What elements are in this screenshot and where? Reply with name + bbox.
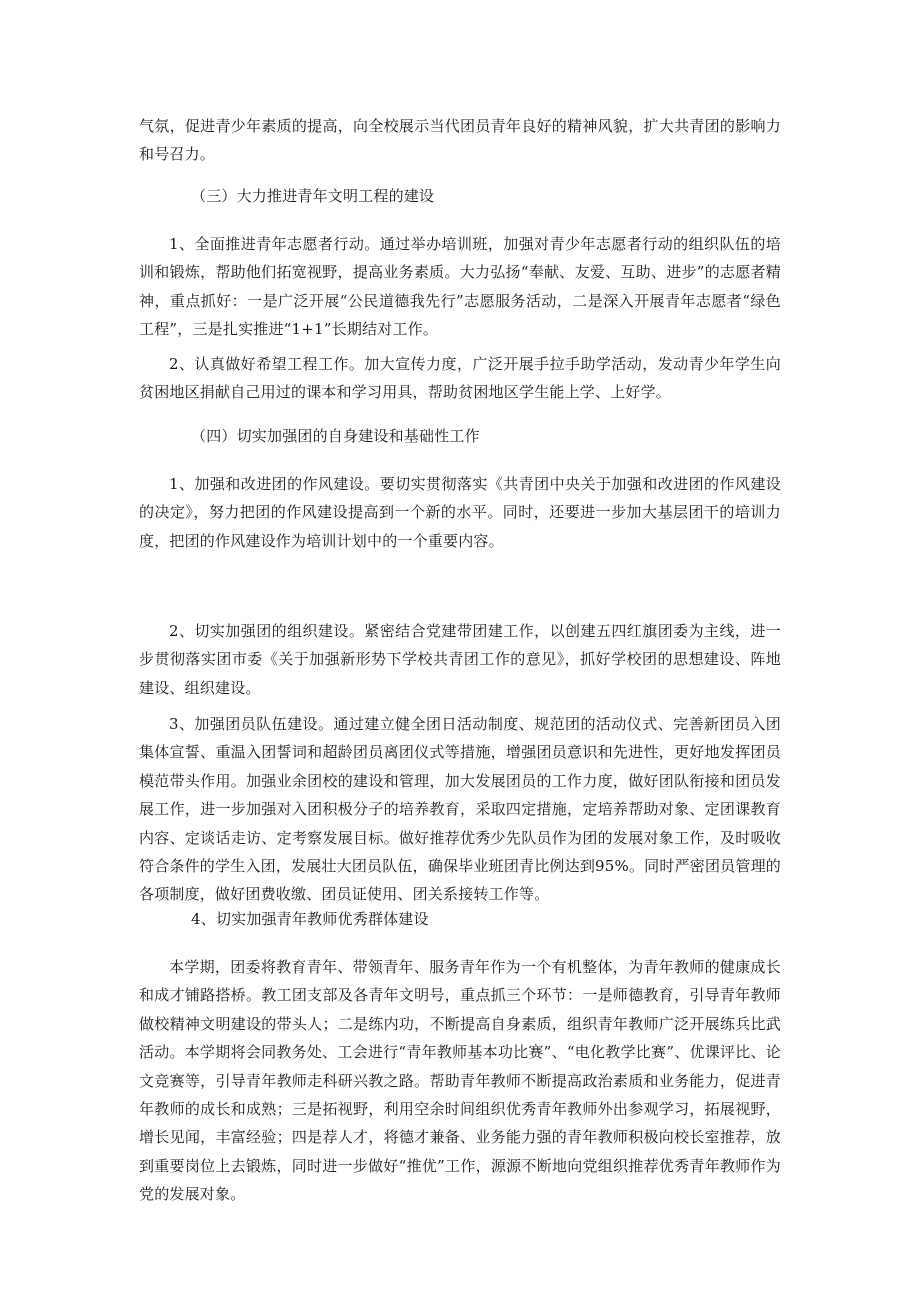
paragraph-hope-project: 2、认真做好希望工程工作。加大宣传力度，广泛开展手拉手助学活动，发动青少年学生向贫困地区捐献自己用过的课本和学习用具，帮助贫困地区学生能上学、上好学。: [139, 355, 781, 402]
paragraph-organization: 2、切实加强团的组织建设。紧密结合党建带团建工作，以创建五四红旗团委为主线，进一步贯彻落实团市委《关于加强新形势下学校共青团工作的意见》，抓好学校团的思想建设、阵地建设、组织建设。: [139, 622, 781, 697]
section-heading-4: （四）切实加强团的自身建设和基础性工作: [191, 427, 480, 445]
paragraph-member-team: 3、加强团员队伍建设。通过建立健全团日活动制度、规范团的活动仪式、完善新团员入团集体宣誓、重温入团誓词和超龄团员离团仪式等措施，增强团员意识和先进性，更好地发挥团员模范带头作用。加强业余团校的建设和管理，加大发展团员的工作力度，做好团队衔接和团员发展工作，进一步加强对入团积极分子的培养教育，采取四定措施，定培养帮助对象、定团课教育内容、定谈话走访、定考察发展目标。做好推荐优秀少先队员作为团的发展对象工作，及时吸收符合条件的学生入团，发展壮大团员队伍，确保毕业班团青比例达到95%。同时严密团员管理的各项制度，做好团费收缴、团员证使用、团关系接转工作等。: [139, 715, 781, 904]
section-heading-teachers: 4、切实加强青年教师优秀群体建设: [191, 910, 429, 928]
paragraph-young-teachers: 本学期，团委将教育青年、带领青年、服务青年作为一个有机整体，为青年教师的健康成长和成才铺路搭桥。教工团支部及各青年文明号，重点抓三个环节：一是师德教育，引导青年教师做校精神文明建设的带头人；二是练内功，不断提高自身素质，组织青年教师广泛开展练兵比武活动。本学期将会同教务处、工会进行“青年教师基本功比赛”、“电化教学比赛”、优课评比、论文竞赛等，引导青年教师走科研兴教之路。帮助青年教师不断提高政治素质和业务能力，促进青年教师的成长和成熟；三是拓视野，利用空余时间组织优秀青年教师外出参观学习，拓展视野，增长见闻，丰富经验；四是荐人才，将德才兼备、业务能力强的青年教师积极向校长室推荐，放到重要岗位上去锻炼，同时进一步做好“推优”工作，源源不断地向党组织推荐优秀青年教师作为党的发展对象。: [139, 958, 781, 1204]
paragraph-intro-continuation: 气氛，促进青少年素质的提高，向全校展示当代团员青年良好的精神风貌，扩大共青团的影响力和号召力。: [139, 117, 781, 164]
paragraph-work-style: 1、加强和改进团的作风建设。要切实贯彻落实《共青团中央关于加强和改进团的作风建设的决定》，努力把团的作风建设提高到一个新的水平。同时，还要进一步加大基层团干的培训力度，把团的作风建设作为培训计划中的一个重要内容。: [139, 475, 781, 550]
section-heading-3: （三）大力推进青年文明工程的建设: [191, 187, 435, 205]
paragraph-volunteer-action: 1、全面推进青年志愿者行动。通过举办培训班，加强对青少年志愿者行动的组织队伍的培训和锻炼，帮助他们拓宽视野，提高业务素质。大力弘扬“奉献、友爱、互助、进步”的志愿者精神，重点抓好：一是广泛开展“公民道德我先行”志愿服务活动，二是深入开展青年志愿者“绿色工程”，三是扎实推进“1+1”长期结对工作。: [139, 235, 781, 339]
